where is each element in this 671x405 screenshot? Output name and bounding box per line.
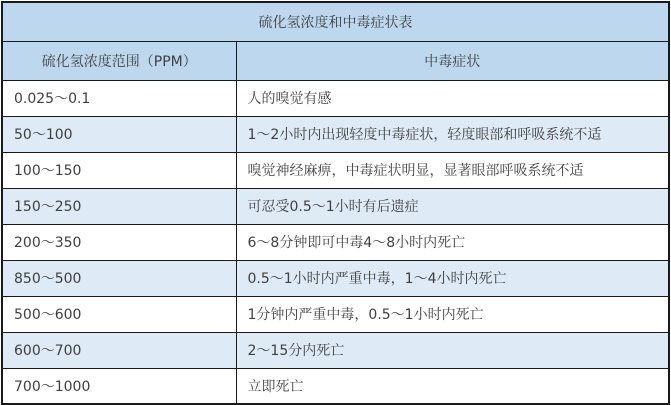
concentration-range-cell: 0.025～0.1 [2,80,236,116]
symptom-cell: 立即死亡 [236,368,669,404]
symptom-cell: 1分钟内严重中毒，0.5～1小时内死亡 [236,296,669,332]
table-row [2,80,669,116]
concentration-range-cell: 100～150 [2,152,236,188]
symptom-cell: 6～8分钟即可中毒4～8小时内死亡 [236,224,669,260]
symptom-cell: 0.5～1小时内严重中毒，1～4小时内死亡 [236,260,669,296]
column-header-concentration-range: 硫化氢浓度范围（PPM） [2,41,236,80]
column-header-symptom: 中毒症状 [236,41,669,80]
table-title-row [2,2,669,41]
table-title: 硫化氢浓度和中毒症状表 [2,2,669,41]
table-row [2,188,669,224]
symptom-cell: 2～15分内死亡 [236,332,669,368]
table-row [2,332,669,368]
symptom-cell: 可忍受0.5～1小时有后遗症 [236,188,669,224]
h2s-concentration-table [1,1,670,405]
symptom-cell: 嗅觉神经麻痹，中毒症状明显，显著眼部呼吸系统不适 [236,152,669,188]
concentration-range-cell: 200～350 [2,224,236,260]
concentration-range-cell: 500～600 [2,296,236,332]
symptom-cell: 1～2小时内出现轻度中毒症状，轻度眼部和呼吸系统不适 [236,116,669,152]
table-row [2,224,669,260]
table-row [2,368,669,404]
concentration-range-cell: 150～250 [2,188,236,224]
concentration-range-cell: 850～500 [2,260,236,296]
concentration-range-cell: 600～700 [2,332,236,368]
concentration-range-cell: 700～1000 [2,368,236,404]
table-row [2,152,669,188]
table-row [2,296,669,332]
table-row [2,116,669,152]
table-row [2,260,669,296]
concentration-range-cell: 50～100 [2,116,236,152]
symptom-cell: 人的嗅觉有感 [236,80,669,116]
table-header-row [2,41,669,80]
